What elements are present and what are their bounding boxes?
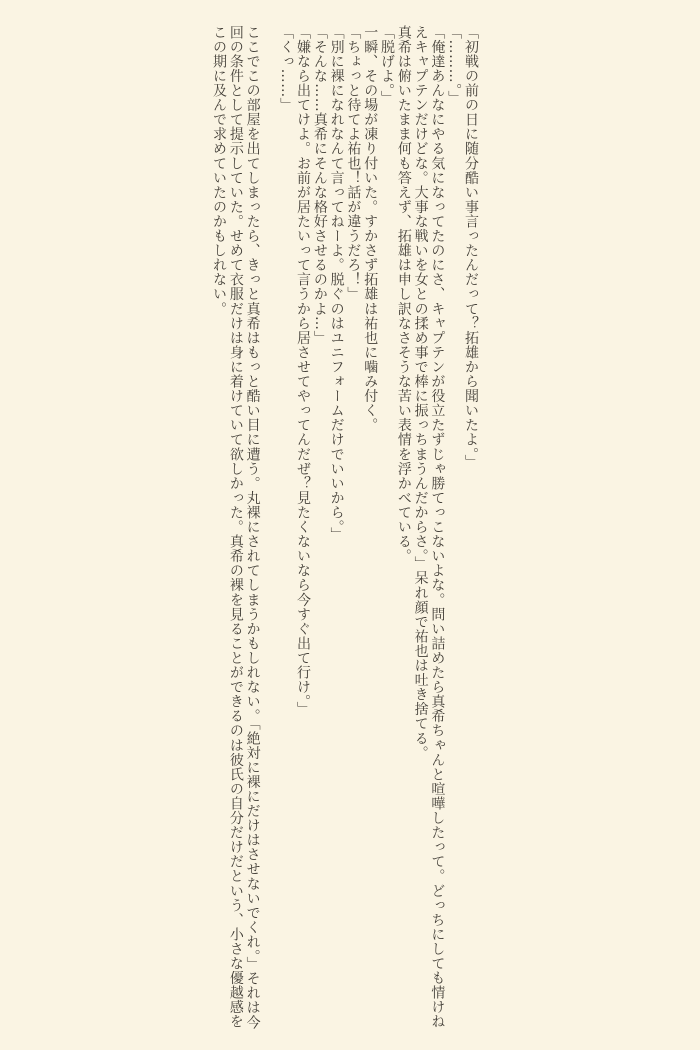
dialogue-line: 「初戦の前の日に随分酷い事言ったんだって？拓雄から聞いたよ。」	[463, 25, 479, 470]
dialogue-line: 「………。」	[446, 25, 463, 106]
dialogue-line: 「そんな……真希にそんな格好させるのかよ…」	[311, 25, 328, 346]
blank-line	[261, 25, 278, 1030]
dialogue-line: 「別に裸になれなんて言ってねーよ。脱ぐのはユニフォームだけでいいから。」	[328, 25, 345, 542]
narration-line: 一瞬、その場が凍り付いた。すかさず拓雄は祐也に噛み付く。	[362, 25, 379, 433]
dialogue-line: 「脱げよ。」	[379, 25, 396, 106]
dialogue-line: 「嫌なら出てけよ。お前が居たいって言うから居させてやってんだぜ？見たくないなら今すぐ出て行け。」	[295, 25, 312, 717]
novel-text-block	[210, 25, 479, 1030]
dialogue-line: 「ちょっと待てよ祐也！話が違うだろ！」	[345, 25, 362, 302]
narration-line: ここでこの部屋を出てしまったら、きっと真希はもっと酷い目に遭う。丸裸にされてしまうかもしれない。「絶対に裸にだけはさせないでくれ。」それは今回の条件として提示していた。せめて衣服だけは身に着けていて欲しかった。真希の裸を見ることができるのは彼氏の自分だけだという、小さな優越感をこの期に及んで求めていたのかもしれない。	[211, 25, 261, 1030]
dialogue-line: 「俺達あんなにやる気になってたのにさ、キャプテンが役立たずじゃ勝てっこないよな。問い詰めたら真希ちゃんと喧嘩したって。どっちにしても情けねえキャプテンだけどな。大事な戦いを女との揉め事で棒に振っちまうんだからさ。」呆れ顔で祐也は吐き捨てる。	[412, 25, 446, 1029]
dialogue-line: 「くっ……」	[278, 25, 295, 113]
narration-line: 真希は俯いたまま何も答えず、拓雄は申し訳なさそうな苦い表情を浮かべている。	[395, 25, 412, 564]
